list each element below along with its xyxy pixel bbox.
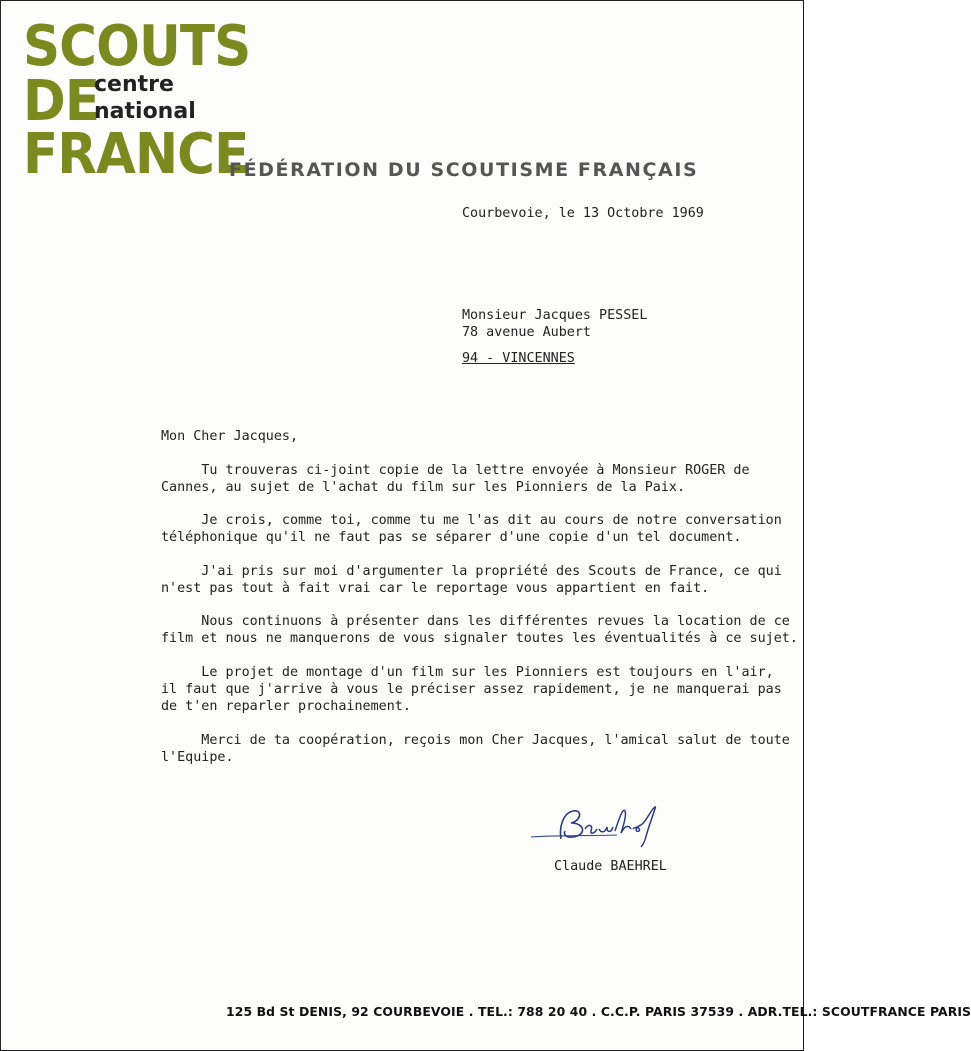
paragraph-3-line-1: J'ai pris sur moi d'argumenter la propriété des Scouts de France, ce qui: [161, 564, 782, 579]
salutation: Mon Cher Jacques,: [161, 429, 299, 444]
logo-line-de: DE: [23, 69, 100, 134]
paragraph-5-line-1: Le projet de montage d'un film sur les Pionniers est toujours en l'air,: [161, 665, 774, 680]
recipient-name: Monsieur Jacques PESSEL: [462, 308, 648, 323]
paragraph-4-line-1: Nous continuons à présenter dans les différentes revues la location de ce: [161, 614, 790, 629]
paragraph-5-line-2: il faut que j'arrive à vous le préciser assez rapidement, je ne manquerai pas: [161, 682, 782, 697]
paragraph-2-line-2: téléphonique qu'il ne faut pas se séparer d'une copie d'un tel document.: [161, 530, 742, 545]
paragraph-6-line-1: Merci de ta coopération, reçois mon Cher Jacques, l'amical salut de toute: [161, 733, 790, 748]
date-line: Courbevoie, le 13 Octobre 1969: [462, 206, 704, 221]
footer-address: 125 Bd St DENIS, 92 COURBEVOIE . TEL.: 788 20 40 . C.C.P. PARIS 37539 . ADR.TEL.: SCOUTFRANCE PARIS: [226, 1004, 971, 1019]
paragraph-4-line-2: film et nous ne manquerons de vous signaler toutes les éventualités à ce sujet.: [161, 631, 798, 646]
paragraph-5-line-3: de t'en reparler prochainement.: [161, 699, 411, 714]
paragraph-1-line-2: Cannes, au sujet de l'achat du film sur les Pionniers de la Paix.: [161, 480, 686, 495]
paragraph-3-line-2: n'est pas tout à fait vrai car le reportage vous appartient en fait.: [161, 581, 710, 596]
logo-line-scouts: SCOUTS: [23, 14, 251, 79]
logo-centre: centre: [94, 72, 174, 97]
handwritten-signature: [529, 799, 679, 849]
logo-line-france: FRANCE: [23, 122, 249, 187]
paragraph-6-line-2: l'Equipe.: [161, 750, 234, 765]
federation-heading: FÉDÉRATION DU SCOUTISME FRANÇAIS: [229, 159, 699, 181]
logo-national: national: [94, 99, 196, 124]
paragraph-1-line-1: Tu trouveras ci-joint copie de la lettre envoyée à Monsieur ROGER de: [161, 463, 750, 478]
recipient-city: 94 - VINCENNES: [462, 351, 575, 366]
signatory-name: Claude BAEHREL: [554, 859, 667, 874]
recipient-street: 78 avenue Aubert: [462, 325, 591, 340]
paragraph-2-line-1: Je crois, comme toi, comme tu me l'as dit au cours de notre conversation: [161, 513, 782, 528]
